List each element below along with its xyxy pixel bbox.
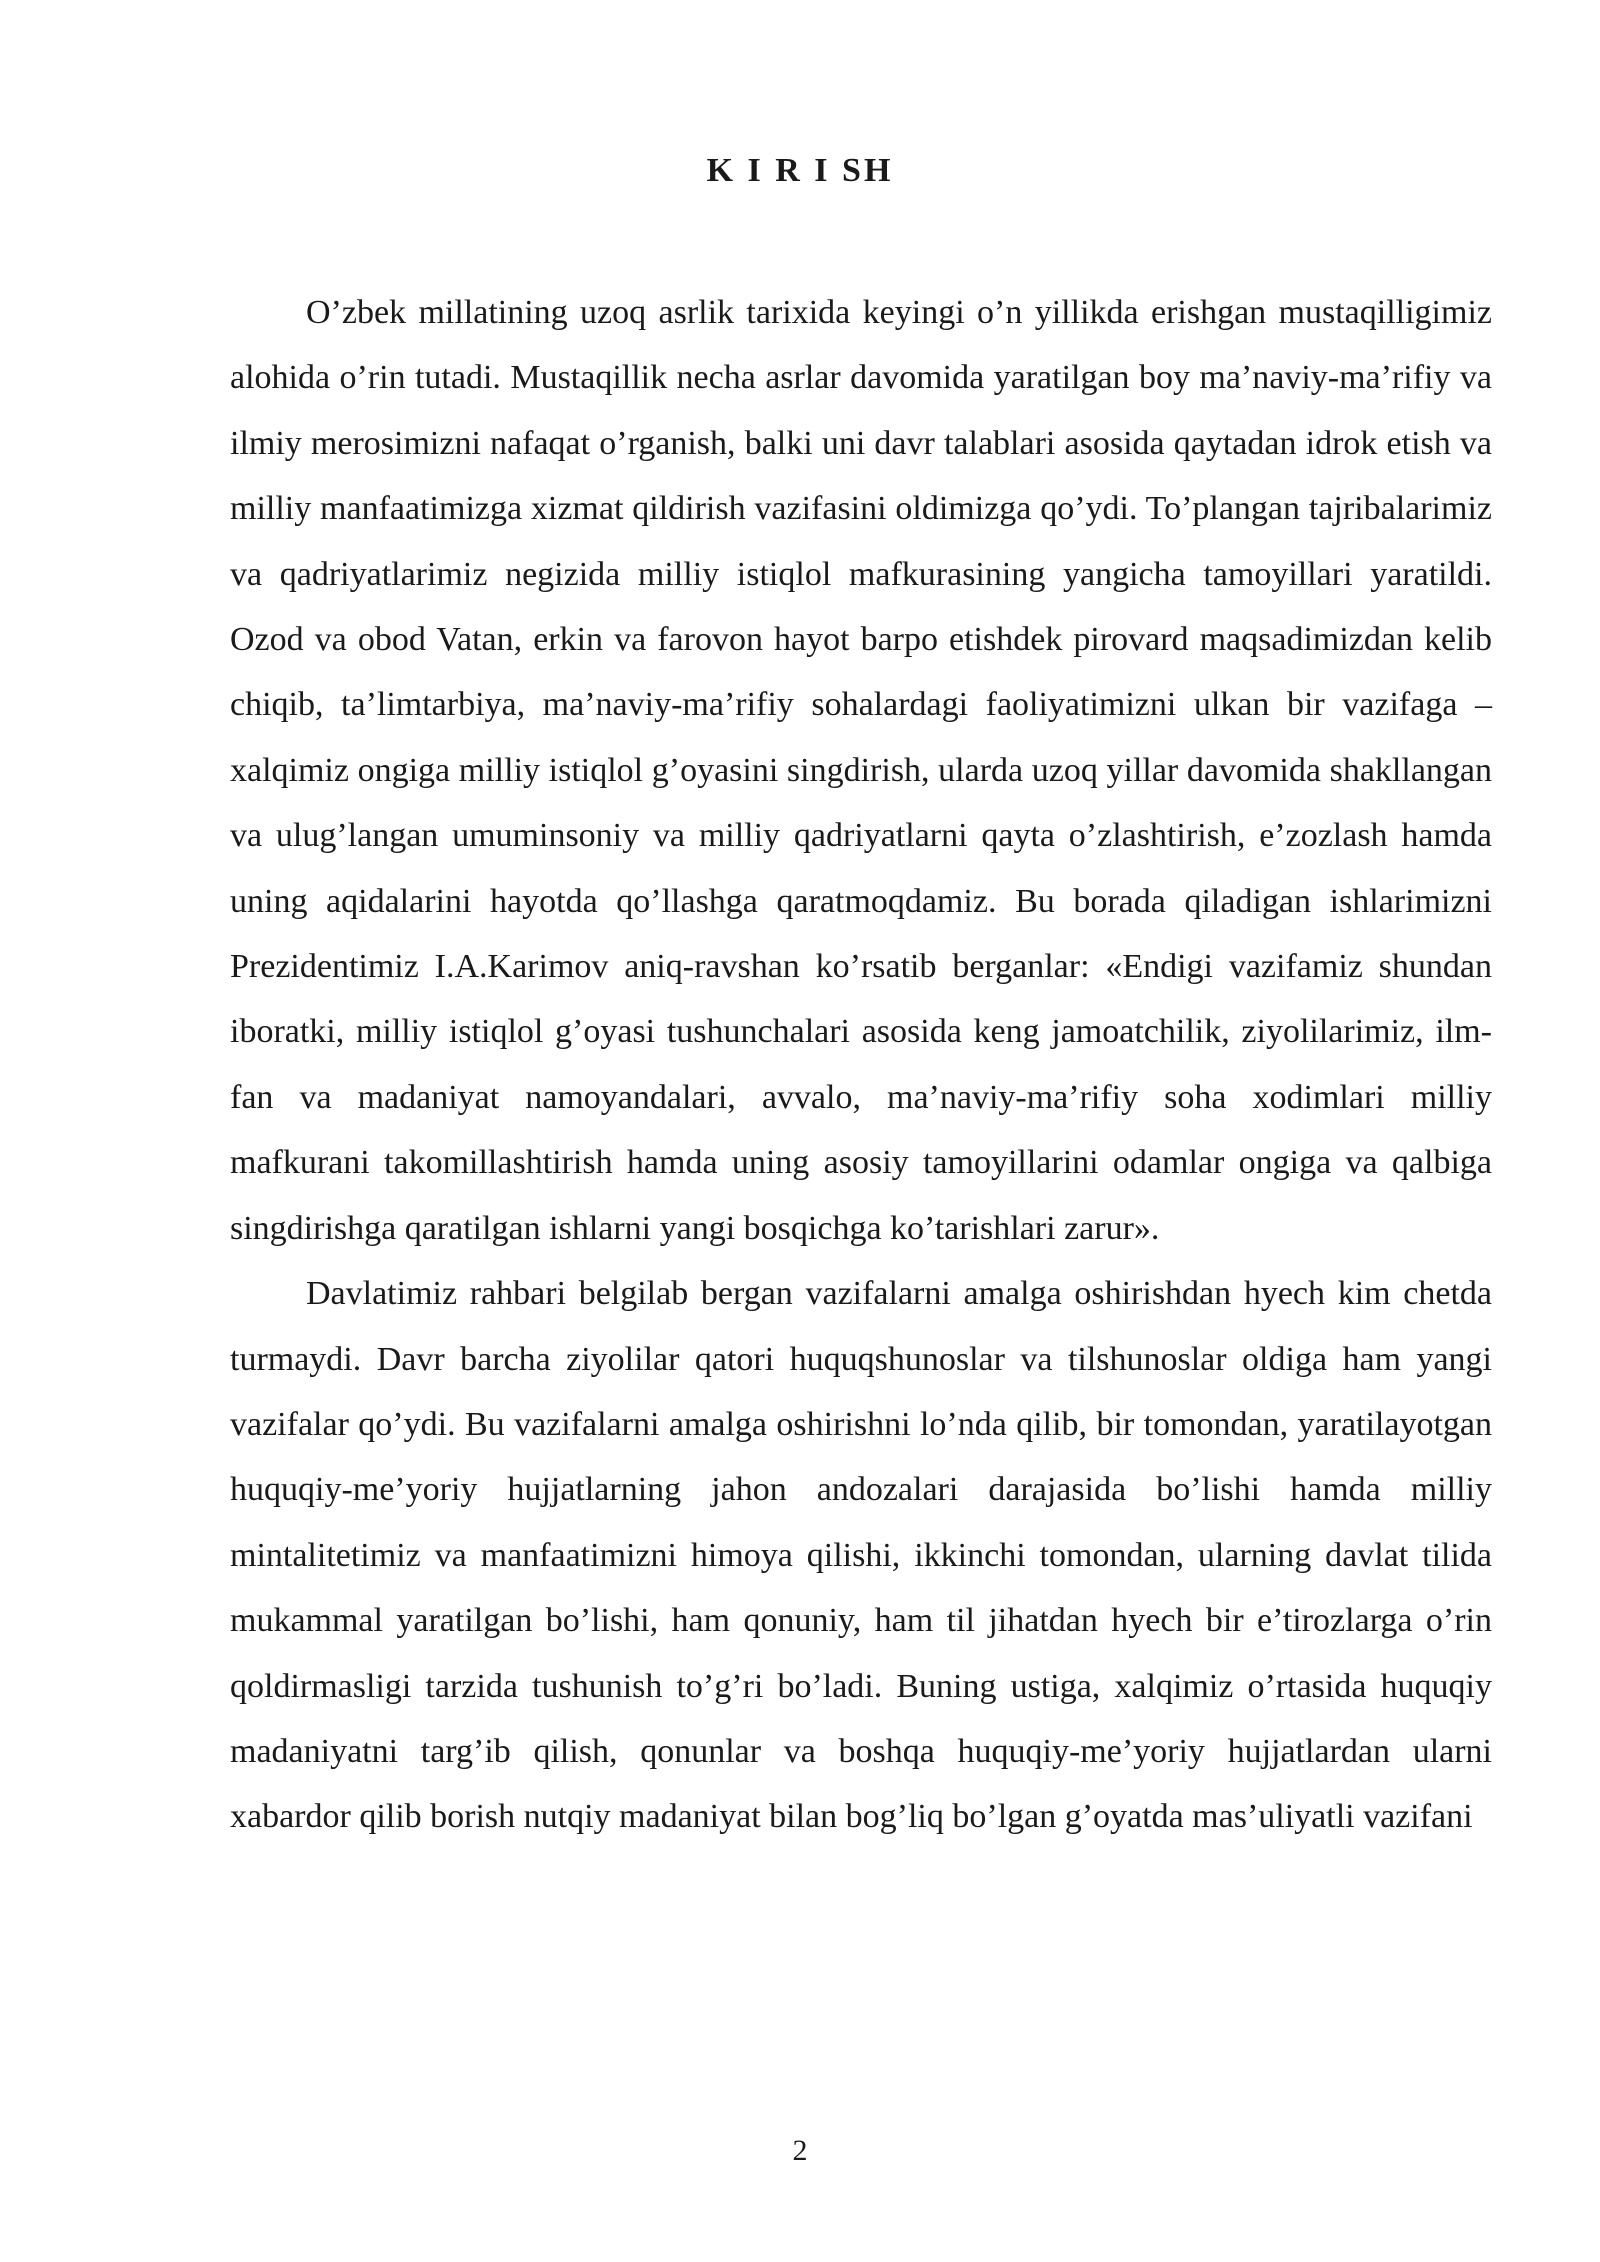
paragraph-2: Davlatimiz rahbari belgilab bergan vazifalarni amalga oshirishdan hyech kim chetda turmaydi. Davr barcha ziyolilar qatori huquqshunoslar va tilshunoslar oldiga ham yangi vazifalar qo’ydi. Bu vazifalarni amalga oshirishni lo’nda qilib, bir tomondan, yaratilayotgan huquqiy-me’yoriy hujjatlarning jahon andozalari darajasida bo’lishi hamda milliy mintalitetimiz va manfaatimizni himoya qilishi, ikkinchi tomondan, ularning davlat tilida mukammal yaratilgan bo’lishi, ham qonuniy, ham til jihatdan hyech bir e’tirozlarga o’rin qoldirmasligi tarzida tushunish to’g’ri bo’ladi. Buning ustiga, xalqimiz o’rtasida huquqiy madaniyatni targ’ib qilish, qonunlar va boshqa huquqiy-me’yoriy hujjatlardan ularni xabardor qilib borish nutqiy madaniyat bilan bog’liq bo’lgan g’oyatda mas’uliyatli vazifani <box>230 1275 1492 1836</box>
section-title: K I R I SH <box>706 152 894 189</box>
body-text <box>230 280 1492 1850</box>
page-number: 2 <box>792 2134 808 2167</box>
paragraph-1: O’zbek millatining uzoq asrlik tarixida keyingi o’n yillikda erishgan mustaqilligimiz alohida o’rin tutadi. Mustaqillik necha asrlar davomida yaratilgan boy ma’naviy-ma’rifiy va ilmiy merosimizni nafaqat o’rganish, balki uni davr talablari asosida qaytadan idrok etish va milliy manfaatimizga xizmat qildirish vazifasini oldimizga qo’ydi. To’plangan tajribalarimiz va qadriyatlarimiz negizida milliy istiqlol mafkurasining yangicha tamoyillari yaratildi. Ozod va obod Vatan, erkin va farovon hayot barpo etishdek pirovard maqsadimizdan kelib chiqib, ta’limtarbiya, ma’naviy-ma’rifiy sohalardagi faoliyatimizni ulkan bir vazifaga – xalqimiz ongiga milliy istiqlol g’oyasini singdirish, ularda uzoq yillar davomida shakllangan va ulug’langan umuminsoniy va milliy qadriyatlarni qayta o’zlashtirish, e’zozlash hamda uning aqidalarini hayotda qo’llashga qaratmoqdamiz. Bu borada qiladigan ishlarimizni Prezidentimiz I.A.Karimov aniq-ravshan ko’rsatib berganlar: «Endigi vazifamiz shundan iboratki, milliy istiqlol g’oyasi tushunchalari asosida keng jamoatchilik, ziyolilarimiz, ilm-fan va madaniyat namoyandalari, avvalo, ma’naviy-ma’rifiy soha xodimlari milliy mafkurani takomillashtirish hamda uning asosiy tamoyillarini odamlar ongiga va qalbiga singdirishga qaratilgan ishlarni yangi bosqichga ko’tarishlari zarur». <box>230 294 1492 1247</box>
